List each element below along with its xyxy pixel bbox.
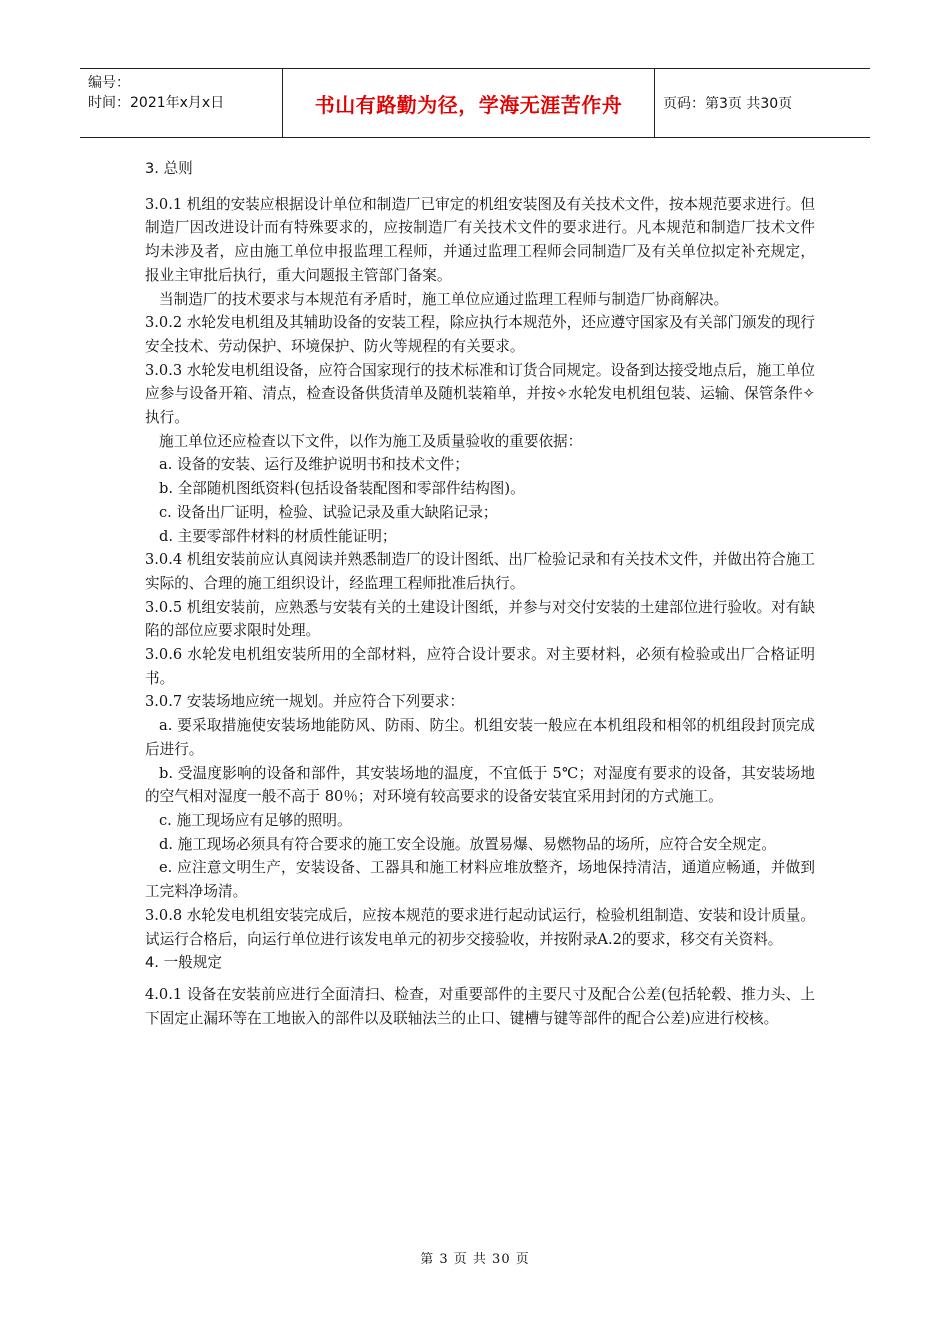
clause-3-0-7-item-d: d. 施工现场必须具有符合要求的施工安全设施。放置易爆、易燃物品的场所，应符合安全规定。 <box>159 835 776 853</box>
clause-3-0-2: 3.0.2 水轮发电机组及其辅助设备的安装工程，除应执行本规范外，还应遵守国家及有关部门颁发的现行安全技术、劳动保护、环境保护、防火等规程的有关要求。 <box>145 314 815 355</box>
clause-4-0-1: 4.0.1 设备在安装前应进行全面清扫、检查，对重要部件的主要尺寸及配合公差(包括轮毂、推力头、上下固定止漏环等在工地嵌入的部件以及联轴法兰的止口、键槽与键等部件的配合公差)应进行校核。 <box>145 985 815 1027</box>
clause-3-0-7-item-a: a. 要采取措施使安装场地能防风、防雨、防尘。机组安装一般应在本机组段和相邻的机组段封顶完成后进行。 <box>145 717 815 758</box>
header-meta <box>80 69 282 137</box>
section-3-title: 3. 总则 <box>145 160 193 177</box>
page-footer: 第 3 页 共 30 页 <box>420 1252 530 1267</box>
header-page-cell <box>655 69 870 137</box>
clause-3-0-3-item-c: c. 设备出厂证明，检验、试验记录及重大缺陷记录； <box>159 503 498 521</box>
document-body <box>145 157 815 1030</box>
clause-3-0-7-item-e: e. 应注意文明生产，安装设备、工器具和施工材料应堆放整齐，场地保持清洁，通道应畅通，并做到工完料净场清。 <box>145 859 815 901</box>
header-page-label: 页码：第3页 共30页 <box>663 96 793 112</box>
clause-3-0-7-item-b: b. 受温度影响的设备和部件，其安装场地的温度，不宜低于 5℃；对湿度有要求的设备，其安装场地的空气相对湿度一般不高于 80％；对环境有较高要求的设备安装宜采用封闭的方式施工。 <box>145 764 815 806</box>
document-date-label: 时间：2021年x月x日 <box>88 95 225 111</box>
header-motto: 书山有路勤为径，学海无涯苦作舟 <box>314 92 623 117</box>
clause-3-0-7-item-c: c. 施工现场应有足够的照明。 <box>159 811 352 829</box>
clause-3-0-7: 3.0.7 安装场地应统一规划。并应符合下列要求： <box>145 693 465 711</box>
clause-3-0-3-item-d: d. 主要零部件材料的材质性能证明； <box>159 527 397 545</box>
section-4-title: 4. 一般规定 <box>145 954 222 972</box>
page-header <box>80 68 870 138</box>
clause-3-0-4: 3.0.4 机组安装前应认真阅读并熟悉制造厂的设计图纸、出厂检验记录和有关技术文件，并做出符合施工实际的、合理的施工组织设计，经监理工程师批准后执行。 <box>145 551 815 592</box>
header-motto-cell <box>282 69 655 137</box>
clause-3-0-6: 3.0.6 水轮发电机组安装所用的全部材料，应符合设计要求。对主要材料，必须有检验或出厂合格证明书。 <box>145 646 815 687</box>
clause-3-0-1-note: 当制造厂的技术要求与本规范有矛盾时，施工单位应通过监理工程师与制造厂协商解决。 <box>159 290 729 308</box>
document-number-label: 编号： <box>88 75 130 91</box>
clause-3-0-3-item-b: b. 全部随机图纸资料(包括设备装配图和零部件结构图)。 <box>159 480 525 498</box>
clause-3-0-5: 3.0.5 机组安装前，应熟悉与安装有关的土建设计图纸，并参与对交付安装的土建部位进行验收。对有缺陷的部位应要求限时处理。 <box>145 598 815 640</box>
clause-3-0-3-intro: 施工单位还应检查以下文件，以作为施工及质量验收的重要依据： <box>159 432 583 450</box>
clause-3-0-3-item-a: a. 设备的安装、运行及维护说明书和技术文件； <box>159 456 469 474</box>
clause-3-0-3: 3.0.3 水轮发电机组设备，应符合国家现行的技术标准和订货合同规定。设备到达接受地点后，施工单位应参与设备开箱、清点，检查设备供货清单及随机装箱单，并按✧水轮发电机组包装、运输、保管条件✧执行。 <box>145 361 815 427</box>
clause-3-0-8: 3.0.8 水轮发电机组安装完成后，应按本规范的要求进行起动试运行，检验机组制造、安装和设计质量。试运行合格后，向运行单位进行该发电单元的初步交接验收，并按附录A.2的要求，移交有关资料。 <box>145 906 815 948</box>
clause-3-0-1: 3.0.1 机组的安装应根据设计单位和制造厂已审定的机组安装图及有关技术文件，按本规范要求进行。但制造厂因改进设计而有特殊要求的，应按制造厂有关技术文件的要求进行。凡本规范和制造厂技术文件均未涉及者，应由施工单位申报监理工程师，并通过监理工程师会同制造厂及有关单位拟定补充规定，报业主审批后执行，重大问题报主管部门备案。 <box>145 195 815 284</box>
